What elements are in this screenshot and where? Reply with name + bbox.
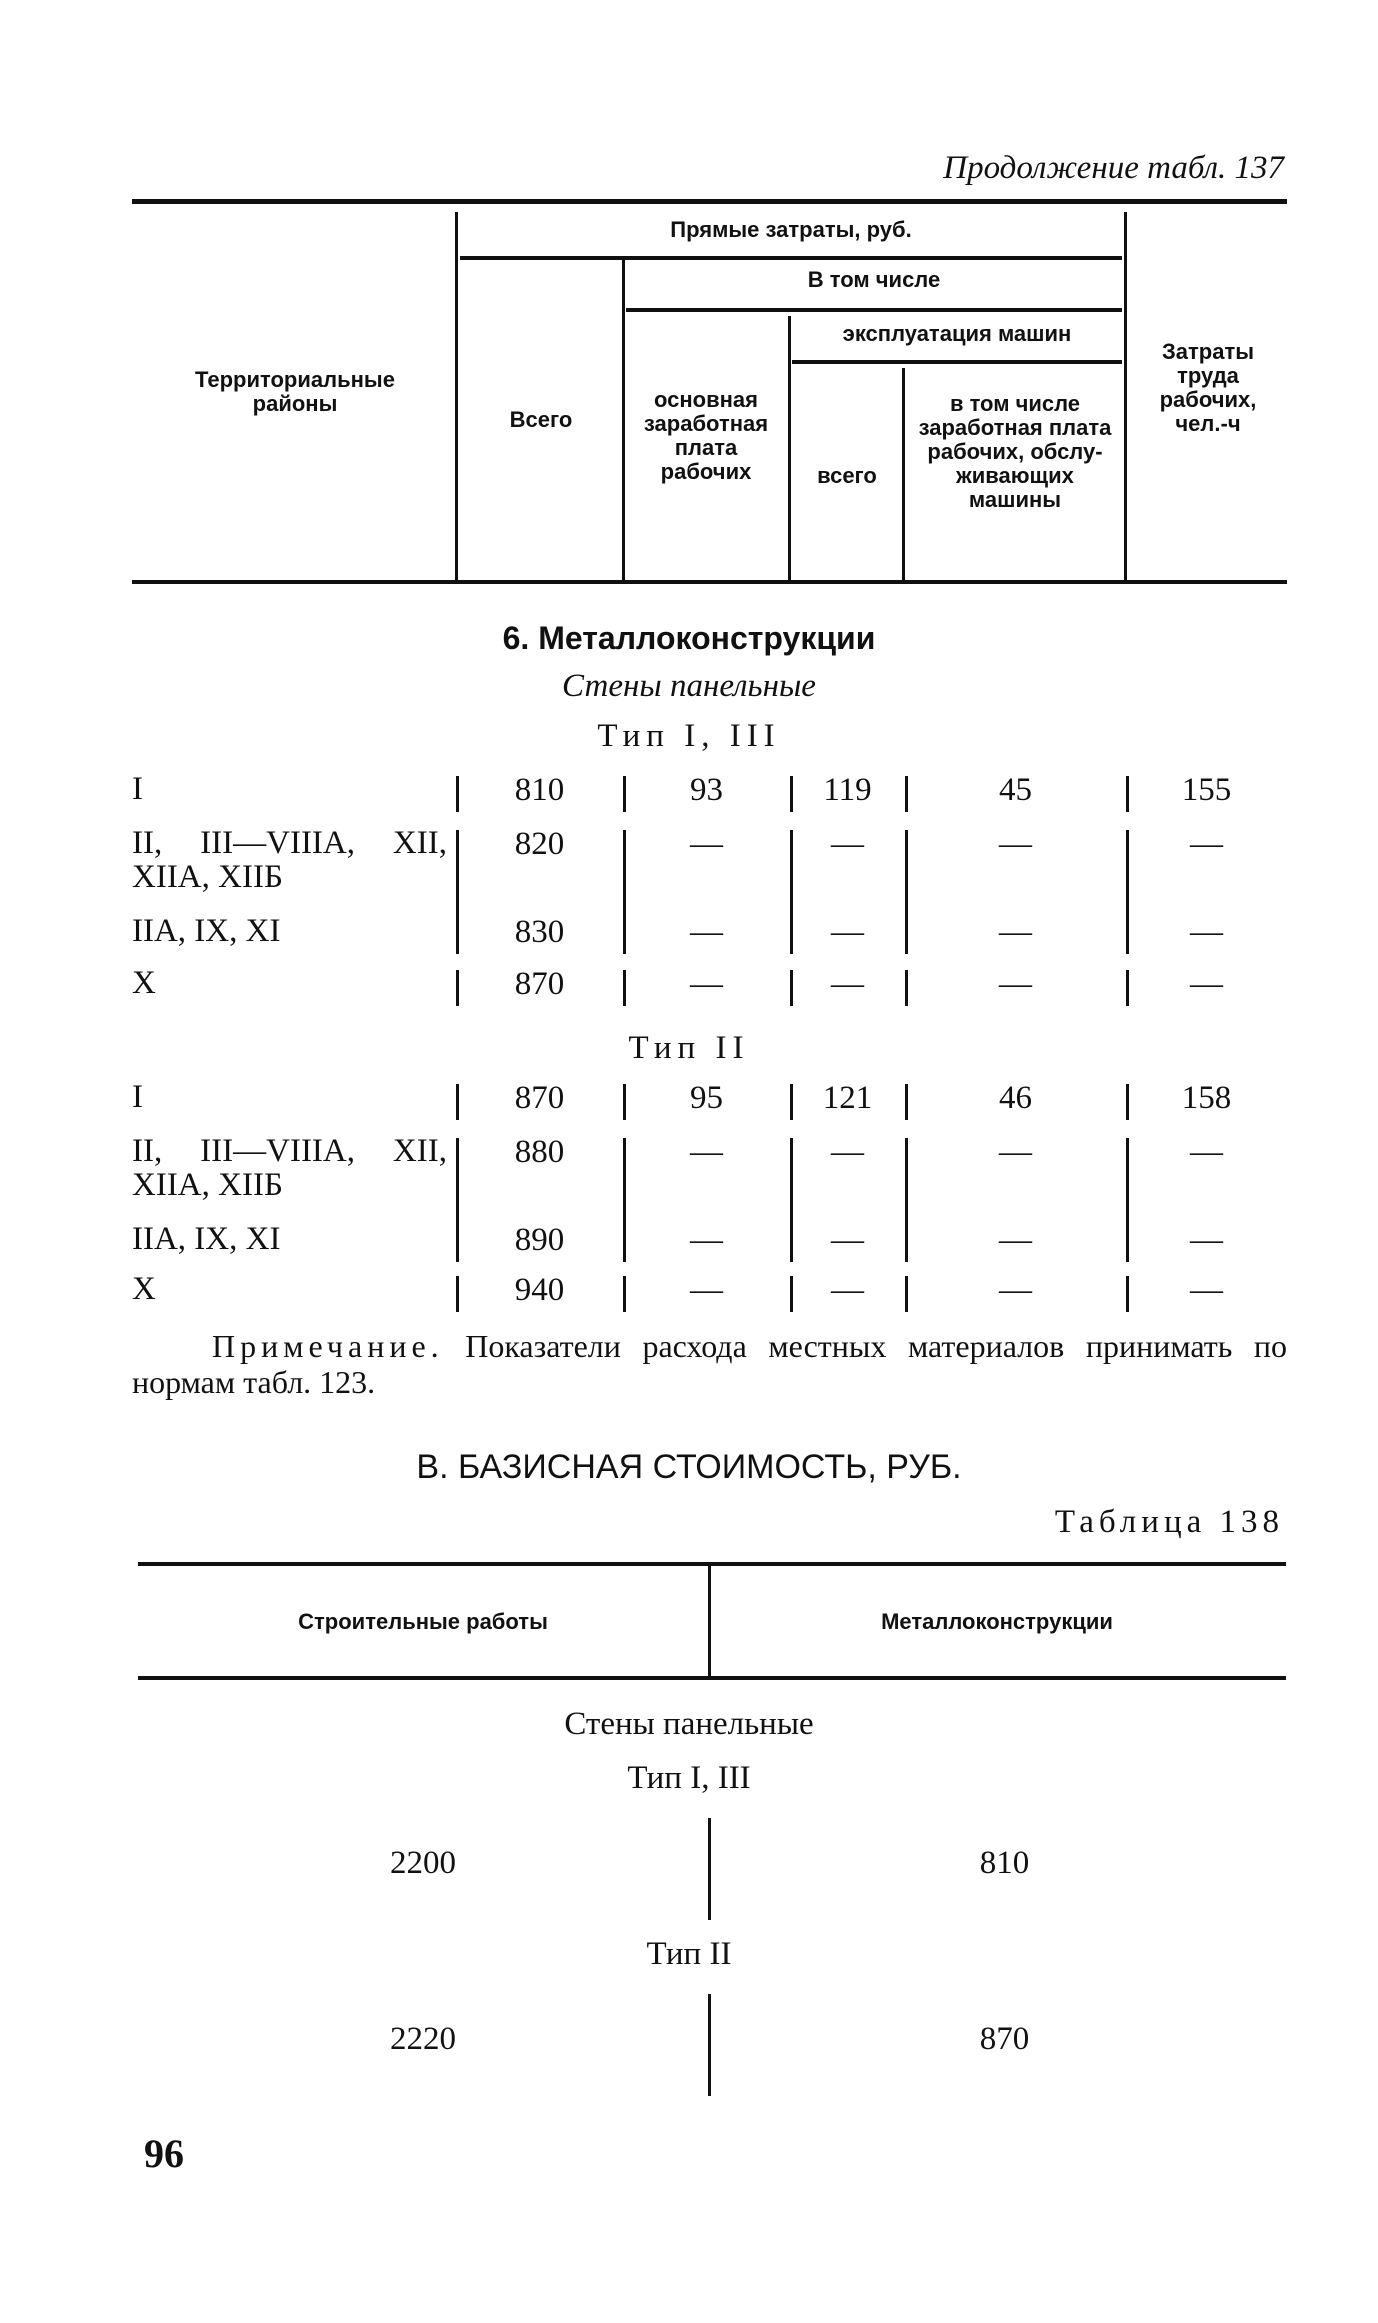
table-cell: — [690, 1272, 723, 1308]
header-total: Всего [509, 407, 573, 432]
table-cell: 870 [514, 966, 565, 1002]
table-cell: — [999, 1272, 1032, 1308]
header-machine-total: всего [817, 463, 877, 488]
table-cell: — [1190, 1134, 1223, 1170]
header-base-wage: основная заработная плата рабочих [643, 387, 769, 484]
table-cell: — [999, 1134, 1032, 1170]
table-cell: 45 [999, 772, 1032, 808]
table-cell: 95 [690, 1080, 723, 1116]
table-cell: — [831, 914, 864, 950]
table-cell: — [1190, 826, 1223, 862]
table-cell: 880 [514, 1134, 565, 1170]
table-cell: 820 [514, 826, 565, 862]
group-type: Тип I, III [627, 1760, 751, 1796]
table-row-region: I [132, 771, 143, 807]
section-title: 6. Металлоконструкции [502, 620, 876, 656]
table-cell: 940 [514, 1272, 565, 1308]
table-cell: 2220 [390, 2021, 456, 2057]
table-cell: 870 [514, 1080, 565, 1116]
section-b-heading: В. БАЗИСНАЯ СТОИМОСТЬ, РУБ. [416, 1448, 962, 1486]
table-cell: — [690, 914, 723, 950]
page-number: 96 [144, 2131, 184, 2176]
table-cell: 870 [979, 2021, 1030, 2057]
table-cell: — [1190, 914, 1223, 950]
note-text: Показатели расхода местных материалов принимать по нормам табл. 123. [132, 1328, 1287, 1400]
table-cell: — [1190, 1272, 1223, 1308]
table-cell: 119 [823, 772, 872, 808]
table-cell: — [1190, 966, 1223, 1002]
table-cell: 2200 [390, 1845, 456, 1881]
table-row-region: II, III—VIIIA, XII, XIIA, XIIБ [132, 1133, 447, 1203]
table-row-region: X [132, 1271, 156, 1307]
note [132, 1328, 1287, 1400]
section-subtitle: Стены панельные [562, 668, 816, 704]
table-cell: — [690, 1134, 723, 1170]
header-including: В том числе [807, 267, 941, 292]
table-cell: — [690, 966, 723, 1002]
header-machine-wage: в том числе заработная плата рабочих, обслуживающих машины [918, 391, 1112, 512]
table-cell: — [999, 966, 1032, 1002]
table-cell: — [999, 1222, 1032, 1258]
table138-col2: Металлоконструкции [881, 1609, 1113, 1634]
table-cell: 890 [514, 1222, 565, 1258]
continuation-label: Продолжение табл. 137 [943, 150, 1284, 186]
table-cell: 46 [999, 1080, 1032, 1116]
table-cell: 158 [1181, 1080, 1232, 1116]
table138-subtitle: Стены панельные [564, 1706, 814, 1742]
group-type: Тип II [646, 1936, 732, 1972]
table138-col1: Строительные работы [298, 1609, 548, 1634]
table-cell: — [831, 1222, 864, 1258]
header-labor: Затраты труда рабочих, чел.-ч [1159, 339, 1257, 436]
table-cell: 810 [514, 772, 565, 808]
table138-label: Таблица 138 [1054, 1504, 1284, 1540]
table-row-region: X [132, 965, 156, 1001]
table-row-region: II, III—VIIIA, XII, XIIA, XIIБ [132, 825, 447, 895]
table-row-region: I [132, 1079, 143, 1115]
table-cell: 93 [690, 772, 723, 808]
group-type: Тип I, III [597, 718, 781, 754]
header-direct-costs: Прямые затраты, руб. [670, 217, 912, 242]
header-machine-operation: эксплуатация машин [842, 321, 1072, 346]
table-cell: — [999, 826, 1032, 862]
table-cell: — [690, 1222, 723, 1258]
table-row-region: IIA, IX, XI [132, 1221, 281, 1257]
table-cell: — [831, 826, 864, 862]
table-cell: 155 [1181, 772, 1232, 808]
table-cell: 121 [822, 1080, 873, 1116]
note-label: Примечание. [212, 1328, 444, 1364]
table-cell: 810 [979, 1845, 1030, 1881]
table-cell: — [831, 1134, 864, 1170]
group-type: Тип II [628, 1030, 750, 1066]
table-cell: — [831, 1272, 864, 1308]
header-regions: Территориальные районы [195, 367, 395, 416]
table-cell: — [690, 826, 723, 862]
table-cell: — [999, 914, 1032, 950]
table-cell: — [1190, 1222, 1223, 1258]
table-cell: — [831, 966, 864, 1002]
table-row-region: IIA, IX, XI [132, 913, 281, 949]
table-cell: 830 [514, 914, 565, 950]
